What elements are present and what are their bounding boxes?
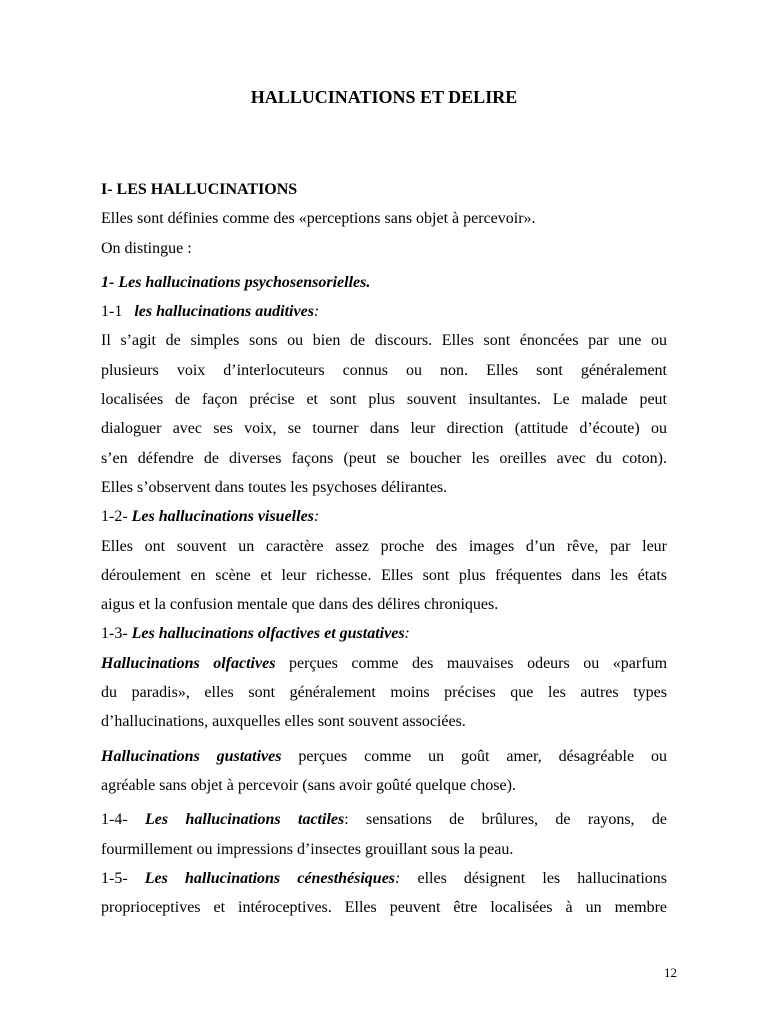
item-number: 1-5- <box>101 869 128 887</box>
paragraph-line: du paradis», elles sont généralement moins précises que les autres types <box>101 684 667 702</box>
paragraph-line: d’hallucinations, auxquelles elles sont souvent associées. <box>101 713 466 731</box>
gustatory-text: perçues comme un goût amer, désagréable ou <box>298 747 667 765</box>
term-gustatory: Hallucinations gustatives <box>101 747 282 765</box>
item-title: Les hallucinations cénesthésiques <box>144 869 396 887</box>
item-colon: : <box>395 869 401 887</box>
item-title: les hallucinations auditives <box>134 303 314 321</box>
section-heading: I- LES HALLUCINATIONS <box>101 181 298 198</box>
paragraph-line: Elles s’observent dans toutes les psychoses délirantes. <box>101 478 448 496</box>
paragraph-line: plusieurs voix d’interlocuteurs connus ou non. Elles sont généralement <box>101 361 667 379</box>
paragraph-line <box>101 649 667 678</box>
paragraph-line: dialoguer avec ses voix, se tourner dans leur direction (attitude d’écoute) ou <box>101 420 667 438</box>
paragraph-line: fourmillement ou impressions d’insectes grouillant sous la peau. <box>101 840 514 858</box>
paragraph-line <box>101 742 667 771</box>
item-heading-auditory <box>101 297 667 326</box>
document-body <box>101 175 667 922</box>
paragraph-line: localisées de façon précise et sont plus souvent insultantes. Le malade peut <box>101 391 667 409</box>
item-heading-cenesthetic <box>101 864 667 893</box>
item-heading-olfactory <box>101 619 667 648</box>
distinguish-text: On distingue : <box>101 239 192 257</box>
item-number: 1-1 <box>101 303 123 321</box>
definition-text: Elles sont définies comme des «perceptions sans objet à percevoir». <box>101 210 536 228</box>
document-title: HALLUCINATIONS ET DELIRE <box>250 87 518 107</box>
paragraph-line: agréable sans objet à percevoir (sans avoir goûté quelque chose). <box>101 776 516 794</box>
item-number: 1-2- <box>101 508 128 526</box>
paragraph-line: proprioceptives et intéroceptives. Elles peuvent être localisées à un membre <box>101 899 667 917</box>
paragraph-line: s’en défendre de diverses façons (peut se boucher les oreilles avec du coton). <box>101 449 667 467</box>
item-number: 1-3- <box>101 625 128 643</box>
item-colon: : <box>313 508 320 526</box>
subsection-heading-psychosensory: 1- Les hallucinations psychosensorielles. <box>101 273 371 291</box>
paragraph-line: déroulement en scène et leur richesse. Elles sont plus fréquentes dans les états <box>101 566 667 584</box>
item-heading-tactile <box>101 805 667 834</box>
paragraph-line: Il s’agit de simples sons ou bien de discours. Elles sont énoncées par une ou <box>101 332 667 350</box>
paragraph-line: aigus et la confusion mentale que dans des délires chroniques. <box>101 596 499 614</box>
item-number: 1-4- <box>101 811 128 829</box>
term-olfactory: Hallucinations olfactives <box>101 654 276 672</box>
item-title: Les hallucinations visuelles <box>131 508 314 526</box>
paragraph-line: Elles ont souvent un caractère assez proche des images d’un rêve, par leur <box>101 537 667 555</box>
item-colon: : <box>313 303 320 321</box>
olfactory-text: perçues comme des mauvaises odeurs ou «parfum <box>288 654 667 672</box>
page-number: 12 <box>664 965 677 980</box>
item-heading-visual <box>101 502 667 531</box>
item-title: Les hallucinations olfactives et gustatives <box>131 625 405 643</box>
item-title: Les hallucinations tactiles <box>145 811 345 829</box>
tactile-text: : sensations de brûlures, de rayons, de <box>344 811 667 829</box>
item-colon: : <box>404 625 410 643</box>
cenesthetic-text: elles désignent les hallucinations <box>417 869 667 887</box>
